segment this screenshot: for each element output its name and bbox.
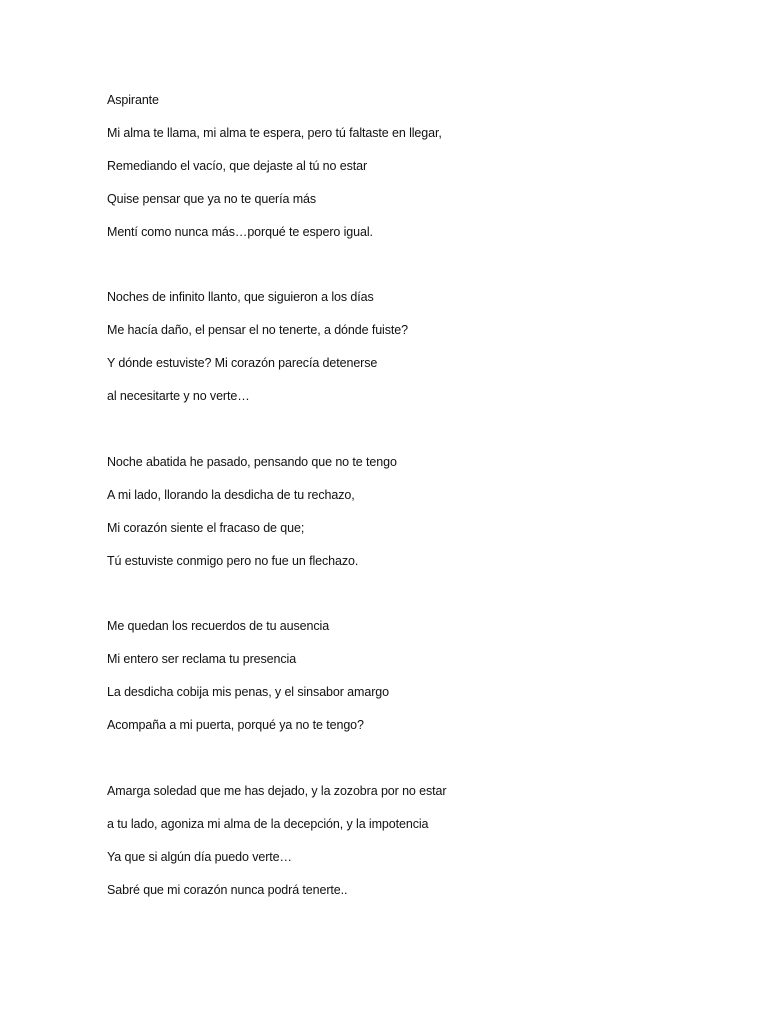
poem-line: Noche abatida he pasado, pensando que no te tengo [107,455,397,469]
poem-line: Acompaña a mi puerta, porqué ya no te tengo? [107,718,364,732]
poem-line: al necesitarte y no verte… [107,389,250,403]
poem-line: a tu lado, agoniza mi alma de la decepción, y la impotencia [107,817,429,831]
stanza-2 [107,289,408,421]
poem-line: Amarga soledad que me has dejado, y la zozobra por no estar [107,784,447,798]
poem-line: Sabré que mi corazón nunca podrá tenerte.. [107,883,348,897]
poem-line: Quise pensar que ya no te quería más [107,192,317,206]
poem-line: Remediando el vacío, que dejaste al tú no estar [107,159,368,173]
poem-line: Y dónde estuviste? Mi corazón parecía detenerse [107,356,378,370]
poem-line: Noches de infinito llanto, que siguieron a los días [107,290,374,304]
poem-line: Ya que si algún día puedo verte… [107,850,292,864]
stanza-3 [107,454,397,586]
stanza-4 [107,618,389,750]
poem-line: Me hacía daño, el pensar el no tenerte, a dónde fuiste? [107,323,408,337]
poem-line: Mi alma te llama, mi alma te espera, pero tú faltaste en llegar, [107,126,442,140]
poem-line: Mentí como nunca más…porqué te espero igual. [107,225,373,239]
poem-line: Tú estuviste conmigo pero no fue un flechazo. [107,554,359,568]
poem-line: Mi entero ser reclama tu presencia [107,652,297,666]
poem-line: Mi corazón siente el fracaso de que; [107,521,305,535]
poem-line: Me quedan los recuerdos de tu ausencia [107,619,330,633]
stanza-5 [107,783,446,915]
stanza-1 [107,125,442,257]
poem-line: A mi lado, llorando la desdicha de tu rechazo, [107,488,355,502]
poem-title: Aspirante [107,93,159,107]
poem-line: La desdicha cobija mis penas, y el sinsabor amargo [107,685,389,699]
